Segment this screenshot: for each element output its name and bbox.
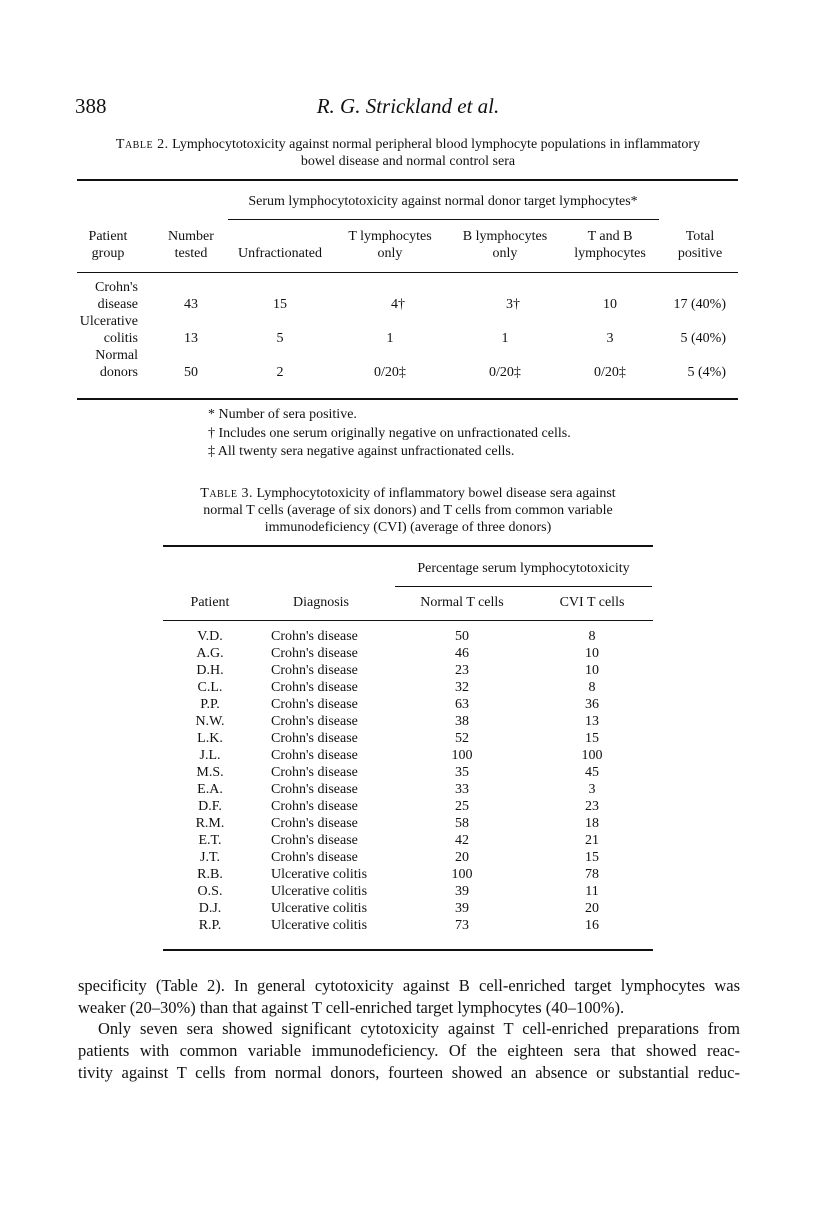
t3-cell-cvi: 15 xyxy=(585,731,599,746)
t3-cell-patient: D.J. xyxy=(198,901,222,916)
table2-caption-line1: Lymphocytotoxicity against normal peripheral blood lymphocyte populations in inflammatory xyxy=(172,137,701,152)
t3-cell-patient: N.W. xyxy=(195,714,225,729)
t2-col-t-and-b: T and B lymphocytes xyxy=(574,229,646,261)
t3-cell-cvi: 16 xyxy=(585,918,599,933)
t3-cell-diagnosis: Crohn's disease xyxy=(271,663,358,678)
t3-cell-normal: 63 xyxy=(455,697,469,712)
t3-col-cvi: CVI T cells xyxy=(559,595,625,610)
t3-cell-diagnosis: Ulcerative colitis xyxy=(271,884,368,899)
t3-cell-normal: 46 xyxy=(455,646,469,661)
t3-cell-diagnosis: Crohn's disease xyxy=(271,850,358,865)
t3-cell-cvi: 18 xyxy=(585,816,599,831)
table2-footnote: ‡ All twenty sera negative against unfractionated cells. xyxy=(208,444,515,459)
t3-cell-patient: R.M. xyxy=(195,816,225,831)
t3-cell-normal: 42 xyxy=(455,833,469,848)
t2-row-unfrac: 5 xyxy=(276,331,284,346)
t2-row-group: Ulcerative colitis xyxy=(79,314,138,346)
body-paragraph-1 xyxy=(78,975,740,1019)
t2-row-tb: 10 xyxy=(603,297,617,312)
t2-row-group: Normal donors xyxy=(95,348,138,380)
t3-cell-patient: L.K. xyxy=(197,731,223,746)
t3-cell-cvi: 45 xyxy=(585,765,599,780)
t3-cell-patient: R.P. xyxy=(198,918,222,933)
t3-cell-normal: 20 xyxy=(455,850,469,865)
t2-row-unfrac: 2 xyxy=(276,365,284,380)
table3-spanner-rule xyxy=(395,586,652,587)
t3-cell-diagnosis: Crohn's disease xyxy=(271,748,358,763)
t2-row-total: 5 (40%) xyxy=(680,331,726,346)
t2-row-unfrac: 15 xyxy=(273,297,287,312)
t2-col-total: Total positive xyxy=(677,229,723,261)
t2-row-tb: 0/20‡ xyxy=(594,365,626,380)
t3-cell-cvi: 10 xyxy=(585,646,599,661)
t3-cell-diagnosis: Crohn's disease xyxy=(271,646,358,661)
t2-row-b: 0/20‡ xyxy=(489,365,521,380)
table3-caption-line2: normal T cells (average of six donors) and T cells from common variable xyxy=(203,503,613,518)
table3-label: Table 3. xyxy=(200,486,253,501)
t3-cell-normal: 39 xyxy=(455,884,469,899)
table2-bottom-rule xyxy=(77,398,738,400)
t3-cell-normal: 33 xyxy=(455,782,469,797)
t2-row-total: 5 (4%) xyxy=(687,365,726,380)
t3-cell-patient: R.B. xyxy=(197,867,223,882)
t3-cell-normal: 32 xyxy=(455,680,469,695)
running-head: R. G. Strickland et al. xyxy=(316,94,500,118)
t3-cell-diagnosis: Crohn's disease xyxy=(271,799,358,814)
t3-cell-diagnosis: Crohn's disease xyxy=(271,833,358,848)
t3-cell-diagnosis: Crohn's disease xyxy=(271,782,358,797)
t3-cell-cvi: 11 xyxy=(585,884,599,899)
table3-caption-line3: immunodeficiency (CVI) (average of three donors) xyxy=(264,520,552,535)
t3-cell-diagnosis: Crohn's disease xyxy=(271,816,358,831)
t3-cell-normal: 52 xyxy=(455,731,469,746)
t3-cell-normal: 100 xyxy=(451,748,473,763)
table3-bottom-rule xyxy=(163,949,653,951)
t3-cell-patient: J.T. xyxy=(200,850,220,865)
t2-col-b-lymphocytes: B lymphocytes only xyxy=(462,229,548,261)
page-number: 388 xyxy=(75,94,107,118)
table2-spanner-rule xyxy=(228,219,659,220)
t3-cell-patient: V.D. xyxy=(197,629,223,644)
t2-col-patient: Patient group xyxy=(88,229,128,261)
t2-row-b: 3† xyxy=(506,297,520,312)
t3-cell-normal: 100 xyxy=(451,867,473,882)
body-line: specificity (Table 2). In general cytotoxicity against B cell-enriched target lymphocytes was xyxy=(78,976,740,995)
t2-row-tb: 3 xyxy=(606,331,614,346)
t3-cell-diagnosis: Crohn's disease xyxy=(271,629,358,644)
t3-cell-patient: D.H. xyxy=(196,663,224,678)
t2-col-unfractionated: Unfractionated xyxy=(238,246,322,261)
t3-cell-diagnosis: Crohn's disease xyxy=(271,714,358,729)
t3-cell-diagnosis: Ulcerative colitis xyxy=(271,901,368,916)
t2-row-t: 1 xyxy=(386,331,394,346)
t3-cell-cvi: 36 xyxy=(585,697,599,712)
t2-row-number: 50 xyxy=(184,365,198,380)
t3-cell-patient: P.P. xyxy=(200,697,220,712)
t2-row-group: Crohn's disease xyxy=(95,280,138,312)
t3-cell-diagnosis: Crohn's disease xyxy=(271,680,358,695)
t3-cell-diagnosis: Crohn's disease xyxy=(271,697,358,712)
t3-cell-normal: 58 xyxy=(455,816,469,831)
t3-cell-diagnosis: Ulcerative colitis xyxy=(271,867,368,882)
t3-cell-normal: 50 xyxy=(455,629,469,644)
t3-cell-normal: 39 xyxy=(455,901,469,916)
t2-col-number: Number tested xyxy=(168,229,214,261)
table2-caption-line2: bowel disease and normal control sera xyxy=(300,154,516,169)
t3-cell-cvi: 100 xyxy=(581,748,603,763)
t3-cell-cvi: 23 xyxy=(585,799,599,814)
t3-cell-normal: 35 xyxy=(455,765,469,780)
body-line: tivity against T cells from normal donors, fourteen showed an absence or substantial reduc- xyxy=(78,1063,740,1082)
table2-label: Table 2. xyxy=(115,137,169,152)
table2-caption xyxy=(70,136,746,170)
t3-cell-normal: 73 xyxy=(455,918,469,933)
t3-cell-diagnosis: Crohn's disease xyxy=(271,765,358,780)
t3-col-patient: Patient xyxy=(190,595,230,610)
t3-cell-cvi: 78 xyxy=(585,867,599,882)
table3-top-rule xyxy=(163,545,653,547)
table3-caption xyxy=(150,485,666,536)
t3-cell-cvi: 15 xyxy=(585,850,599,865)
t3-cell-patient: E.A. xyxy=(197,782,223,797)
body-line: patients with common variable immunodeficiency. Of the eighteen sera that showed reac- xyxy=(78,1041,740,1060)
t2-row-t: 0/20‡ xyxy=(374,365,406,380)
t2-row-t: 4† xyxy=(391,297,405,312)
t3-cell-patient: A.G. xyxy=(196,646,224,661)
t3-cell-patient: M.S. xyxy=(196,765,224,780)
table2-top-rule xyxy=(77,179,738,181)
t2-row-number: 13 xyxy=(184,331,198,346)
table3-spanner: Percentage serum lymphocytotoxicity xyxy=(417,561,630,576)
body-line: Only seven sera showed significant cytotoxicity against T cell-enriched preparations from xyxy=(98,1019,740,1038)
table3-header-rule xyxy=(163,620,653,621)
t3-cell-cvi: 8 xyxy=(588,629,596,644)
body-line: weaker (20–30%) than that against T cell-enriched target lymphocytes (40–100%). xyxy=(78,998,625,1017)
t3-cell-cvi: 13 xyxy=(585,714,599,729)
table2-header-rule xyxy=(77,272,738,273)
t3-col-diagnosis: Diagnosis xyxy=(293,595,349,610)
t2-row-b: 1 xyxy=(501,331,509,346)
t3-cell-cvi: 8 xyxy=(588,680,596,695)
t3-cell-patient: D.F. xyxy=(198,799,222,814)
t3-cell-patient: C.L. xyxy=(197,680,223,695)
table2-footnote: † Includes one serum originally negative on unfractionated cells. xyxy=(208,426,571,441)
t3-cell-cvi: 21 xyxy=(585,833,599,848)
t2-row-total: 17 (40%) xyxy=(673,297,726,312)
t2-row-number: 43 xyxy=(184,297,198,312)
t3-cell-normal: 25 xyxy=(455,799,469,814)
t3-cell-cvi: 20 xyxy=(585,901,599,916)
t2-col-t-lymphocytes: T lymphocytes only xyxy=(348,229,432,261)
body-paragraph-2 xyxy=(78,1018,740,1084)
t3-cell-diagnosis: Ulcerative colitis xyxy=(271,918,368,933)
table3-caption-line1: Lymphocytotoxicity of inflammatory bowel disease sera against xyxy=(256,486,616,501)
table2-footnote: * Number of sera positive. xyxy=(208,407,357,422)
t3-cell-diagnosis: Crohn's disease xyxy=(271,731,358,746)
table2-spanner: Serum lymphocytotoxicity against normal donor target lymphocytes* xyxy=(248,194,638,209)
t3-cell-cvi: 3 xyxy=(588,782,596,797)
t3-cell-patient: J.L. xyxy=(199,748,221,763)
t3-cell-normal: 23 xyxy=(455,663,469,678)
t3-cell-normal: 38 xyxy=(455,714,469,729)
t3-cell-patient: O.S. xyxy=(197,884,223,899)
t3-col-normal: Normal T cells xyxy=(420,595,504,610)
t3-cell-cvi: 10 xyxy=(585,663,599,678)
t3-cell-patient: E.T. xyxy=(198,833,222,848)
